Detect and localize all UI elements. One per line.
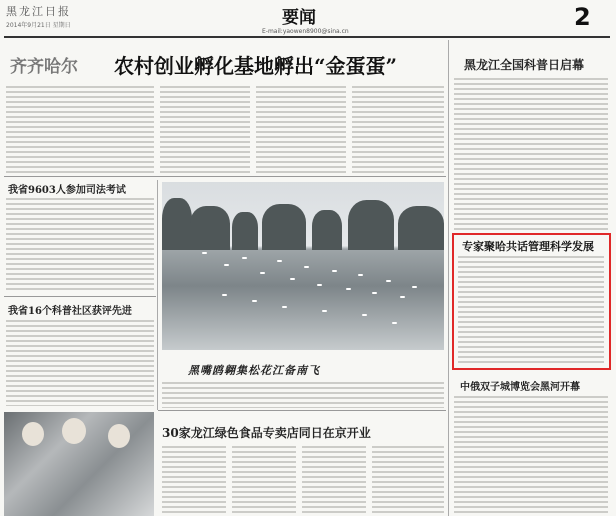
top-story-headline [4, 48, 444, 80]
left-story-1-title: 我省9603人参加司法考试 [8, 185, 126, 196]
newspaper-logo: 黑龙江日报 [6, 5, 71, 18]
photo-caption: 黑嘴鸥翱集松花江备南飞 [188, 364, 320, 377]
top-story-body-col4 [352, 86, 444, 174]
page-number: 2 [574, 3, 591, 31]
right-top-title: 黑龙江全国科普日启幕 [464, 58, 585, 72]
section-email: E-mail:yaowen8900@sina.cn [262, 28, 349, 35]
top-story-body-col2 [160, 86, 250, 174]
top-story-body-col3 [256, 86, 346, 174]
highlighted-story-title: 专家聚哈共话管理科学发展 [462, 240, 594, 253]
right-column-rule [448, 40, 449, 516]
children-photo [4, 412, 154, 516]
bottom-story-col4 [372, 446, 444, 514]
section-title: 要闻 [282, 8, 316, 28]
top-story-divider [4, 176, 446, 177]
right-top-body [454, 78, 608, 230]
left-divider [4, 296, 156, 297]
left-story-2-body [6, 320, 154, 406]
masthead-rule [4, 36, 610, 38]
bottom-story-col2 [232, 446, 296, 514]
left-story-2-title: 我省16个科普社区获评先进 [8, 306, 132, 317]
highlighted-story-body [458, 256, 604, 364]
top-story-title: 农村创业孵化基地孵出“金蛋蛋” [114, 54, 398, 78]
bottom-story-title: 30家龙江绿色食品专卖店同日在京开业 [162, 426, 371, 440]
masthead [0, 0, 616, 36]
photo-divider [158, 410, 446, 411]
issue-date: 2014年9月21日 星期日 [6, 22, 71, 29]
top-story-body-col1 [6, 86, 154, 174]
right-bottom-title: 中俄双子城博览会黑河开幕 [460, 382, 580, 393]
bottom-story-col1 [162, 446, 226, 514]
river-birds-photo [162, 182, 444, 350]
left-story-1-body [6, 198, 154, 290]
right-bottom-body [454, 396, 608, 514]
column-rule [157, 180, 158, 410]
bottom-story-col3 [302, 446, 366, 514]
top-story-city: 齐齐哈尔 [10, 57, 78, 77]
photo-caption-text [162, 382, 444, 408]
